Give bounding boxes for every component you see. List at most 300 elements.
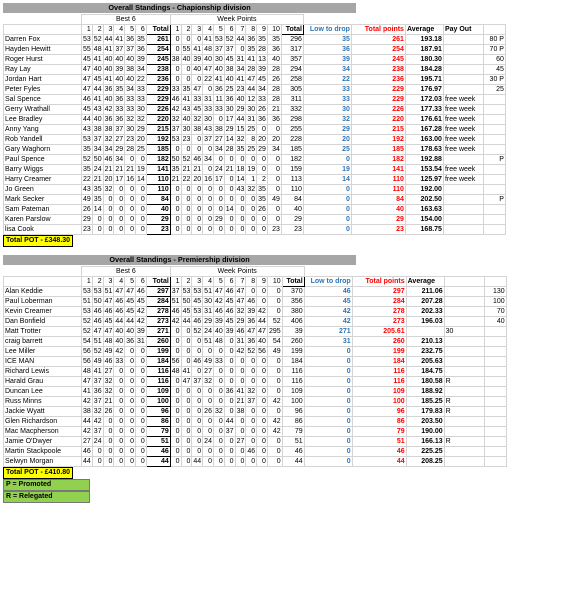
- cell: 0: [267, 367, 282, 377]
- cell: 33: [115, 358, 124, 365]
- cell: 36: [225, 388, 234, 395]
- cell: 19: [247, 166, 256, 173]
- cell: 39: [225, 328, 234, 335]
- cell: 33: [204, 106, 212, 113]
- week-total: 185: [281, 145, 303, 155]
- total-points: 109: [352, 387, 406, 397]
- cell: 39: [247, 308, 256, 315]
- cell: 1: [246, 175, 257, 185]
- total-points: 110: [351, 175, 405, 185]
- cell: 0: [235, 417, 246, 427]
- player-name: Jo Green: [4, 185, 82, 195]
- low-to-drop: 0: [304, 417, 352, 427]
- cell: 0: [213, 457, 224, 467]
- cell: 0: [235, 45, 246, 55]
- average: 196.03: [406, 317, 444, 327]
- pay-out: [484, 407, 506, 417]
- cell: 0: [170, 225, 181, 235]
- cell: 0: [192, 417, 203, 427]
- cell: 39: [214, 318, 223, 325]
- cell: 38: [236, 408, 245, 415]
- total-points: 182: [351, 155, 405, 165]
- cell: 16: [126, 176, 134, 183]
- cell: 41: [104, 46, 113, 53]
- cell: 0: [170, 457, 181, 467]
- cell: 0: [267, 175, 281, 185]
- cell: 18: [236, 166, 245, 173]
- cell: 36: [126, 338, 134, 345]
- pay-out: [483, 165, 505, 175]
- cell: 37: [204, 136, 212, 143]
- cell: 0: [267, 457, 282, 467]
- cell: 22: [204, 76, 212, 83]
- column-header: [4, 277, 82, 287]
- total-points: 297: [352, 287, 406, 297]
- cell: 40: [115, 328, 124, 335]
- cell: 34: [258, 86, 266, 93]
- cell: 0: [213, 447, 224, 457]
- week-total: 260: [282, 337, 304, 347]
- week-total: 44: [282, 457, 304, 467]
- cell: 36: [225, 96, 234, 103]
- cell: 35: [83, 166, 91, 173]
- low-to-drop: 0: [304, 367, 352, 377]
- cell: 0: [114, 215, 125, 225]
- cell: 53: [193, 288, 202, 295]
- cell: 45: [225, 318, 234, 325]
- cell: 42: [171, 106, 180, 113]
- total-points: 254: [351, 45, 405, 55]
- best6-group-header: Best 6: [82, 15, 171, 25]
- cell: 46: [93, 318, 102, 325]
- cell: 38: [104, 126, 113, 133]
- cell: 22: [182, 176, 191, 183]
- player-name: Gerry Wrathall: [4, 105, 82, 115]
- average: 178.63: [405, 145, 443, 155]
- note: [444, 367, 484, 377]
- cell: 14: [236, 176, 245, 183]
- cell: 46: [115, 298, 124, 305]
- cell: 37: [93, 136, 102, 143]
- cell: 0: [224, 185, 235, 195]
- cell: 26: [258, 206, 266, 213]
- cell: 42: [104, 106, 113, 113]
- cell: 31: [204, 308, 212, 315]
- cell: 46: [236, 328, 245, 335]
- average: 193.18: [405, 35, 443, 45]
- note: [444, 287, 484, 297]
- pay-out: [484, 377, 506, 387]
- cell: 0: [135, 347, 146, 357]
- cell: 45: [225, 56, 234, 63]
- cell: 29: [214, 216, 223, 223]
- cell: 25: [247, 126, 256, 133]
- cell: 40: [126, 76, 134, 83]
- cell: 30: [247, 106, 256, 113]
- cell: 0: [203, 195, 214, 205]
- cell: 0: [257, 287, 268, 297]
- pay-out: [484, 427, 506, 437]
- player-name: Lee Bradley: [4, 115, 82, 125]
- best6-total: 110: [146, 185, 170, 195]
- column-header: 6: [135, 25, 146, 35]
- cell: 34: [236, 66, 245, 73]
- cell: 0: [170, 387, 181, 397]
- cell: 0: [181, 437, 192, 447]
- average: 211.06: [406, 287, 444, 297]
- best6-total: 220: [146, 115, 170, 125]
- cell: 56: [83, 348, 91, 355]
- average: 163.63: [405, 205, 443, 215]
- cell: 0: [257, 447, 268, 457]
- total-points: 205.61: [352, 327, 406, 337]
- cell: 52: [267, 317, 282, 327]
- table-row: [4, 347, 507, 357]
- cell: 0: [181, 397, 192, 407]
- cell: 30: [214, 56, 223, 63]
- cell: 0: [103, 427, 114, 437]
- total-points: 236: [351, 75, 405, 85]
- cell: 0: [114, 417, 125, 427]
- cell: 27: [83, 438, 91, 445]
- cell: 34: [115, 156, 124, 163]
- cell: 47: [93, 328, 102, 335]
- cell: 41: [236, 76, 245, 83]
- column-header: Average: [405, 25, 443, 35]
- cell: 25: [225, 86, 234, 93]
- low-to-drop: 20: [303, 135, 351, 145]
- cell: 41: [182, 96, 191, 103]
- cell: 43: [83, 126, 91, 133]
- average: 202.33: [406, 307, 444, 317]
- note: [443, 185, 483, 195]
- cell: 33: [214, 358, 223, 365]
- column-header: 8: [246, 25, 257, 35]
- cell: 36: [93, 388, 102, 395]
- week-total: 228: [281, 135, 303, 145]
- column-header: 4: [114, 277, 125, 287]
- cell: 32: [171, 116, 180, 123]
- cell: 52: [193, 328, 202, 335]
- premiership-pot: Total POT - £410.80: [3, 467, 73, 479]
- player-name: Roger Hurst: [4, 55, 82, 65]
- cell: 0: [170, 205, 181, 215]
- cell: 37: [93, 398, 102, 405]
- week-total: 380: [282, 307, 304, 317]
- player-name: Jamie O'Dwyer: [4, 437, 82, 447]
- cell: 0: [246, 205, 257, 215]
- week-total: 39: [282, 327, 304, 337]
- cell: 0: [203, 215, 214, 225]
- cell: 51: [104, 288, 113, 295]
- player-name: Karen Parslow: [4, 215, 82, 225]
- pay-out: 45: [483, 65, 505, 75]
- cell: 0: [235, 447, 246, 457]
- cell: 0: [181, 347, 192, 357]
- cell: 26: [83, 206, 91, 213]
- average: 203.50: [406, 417, 444, 427]
- cell: 51: [83, 298, 91, 305]
- legend-relegated: R = Relegated: [3, 491, 90, 503]
- column-header: 3: [192, 25, 203, 35]
- cell: 0: [114, 407, 125, 417]
- cell: 48: [171, 368, 180, 375]
- cell: 47: [83, 378, 91, 385]
- cell: 32: [136, 116, 145, 123]
- cell: 0: [192, 195, 203, 205]
- cell: 28: [267, 85, 281, 95]
- total-points: 96: [352, 407, 406, 417]
- table-row: [4, 407, 507, 417]
- cell: 45: [225, 298, 234, 305]
- cell: 41: [93, 56, 102, 63]
- note: [444, 457, 484, 467]
- best6-total: 199: [146, 347, 170, 357]
- cell: 0: [246, 407, 257, 417]
- cell: 0: [213, 417, 224, 427]
- player-name: Barry Wiggs: [4, 165, 82, 175]
- best6-total: 245: [146, 55, 170, 65]
- cell: 32: [236, 308, 245, 315]
- cell: 32: [247, 388, 256, 395]
- spacer-cell: [303, 15, 505, 25]
- low-to-drop: 0: [303, 155, 351, 165]
- cell: 0: [267, 437, 282, 447]
- pay-out: [483, 135, 505, 145]
- cell: 0: [114, 437, 125, 447]
- best6-total: 284: [146, 297, 170, 307]
- cell: 0: [170, 377, 181, 387]
- cell: 13: [258, 56, 266, 63]
- average: 177.33: [405, 105, 443, 115]
- best6-total: 278: [146, 307, 170, 317]
- best6-total: 110: [146, 175, 170, 185]
- cell: 23: [267, 225, 281, 235]
- cell: 37: [115, 46, 124, 53]
- low-to-drop: 33: [303, 85, 351, 95]
- cell: 35: [182, 86, 191, 93]
- note: [443, 45, 483, 55]
- cell: 44: [83, 116, 91, 123]
- column-header: 6: [224, 25, 235, 35]
- cell: 47: [193, 86, 202, 93]
- note: [444, 317, 484, 327]
- best6-total: 86: [146, 417, 170, 427]
- cell: 0: [114, 185, 125, 195]
- cell: 27: [115, 136, 124, 143]
- column-header: 3: [103, 25, 114, 35]
- cell: 0: [135, 457, 146, 467]
- cell: 47: [126, 288, 134, 295]
- cell: 0: [235, 225, 246, 235]
- cell: 0: [224, 357, 235, 367]
- note: [443, 155, 483, 165]
- total-points: 245: [351, 55, 405, 65]
- cell: 42: [236, 348, 245, 355]
- cell: 46: [225, 288, 234, 295]
- cell: 37: [193, 378, 202, 385]
- column-header: 4: [203, 25, 214, 35]
- cell: 14: [136, 176, 145, 183]
- cell: 0: [192, 397, 203, 407]
- cell: 0: [135, 195, 146, 205]
- total-points: 116: [352, 377, 406, 387]
- cell: 46: [115, 308, 124, 315]
- cell: 0: [125, 397, 136, 407]
- cell: 22: [136, 76, 145, 83]
- cell: 37: [115, 126, 124, 133]
- cell: 47: [236, 298, 245, 305]
- cell: 26: [267, 75, 281, 85]
- cell: 32: [214, 408, 223, 415]
- player-name: craig barrett: [4, 337, 82, 347]
- cell: 21: [182, 166, 191, 173]
- cell: 41: [115, 36, 124, 43]
- cell: 52: [83, 156, 91, 163]
- cell: 35: [236, 146, 245, 153]
- cell: 33: [193, 96, 202, 103]
- low-to-drop: 46: [304, 287, 352, 297]
- championship-title: Overall Standings - Chapionship division: [3, 3, 356, 13]
- cell: 0: [92, 215, 103, 225]
- cell: 28: [267, 95, 281, 105]
- cell: 45: [258, 76, 266, 83]
- average: [406, 327, 444, 337]
- column-header: 3: [192, 277, 203, 287]
- table-row: [4, 165, 506, 175]
- note: [444, 427, 484, 437]
- cell: 0: [267, 287, 282, 297]
- cell: 37: [225, 428, 234, 435]
- low-to-drop: 19: [303, 165, 351, 175]
- cell: 0: [114, 225, 125, 235]
- cell: 0: [181, 427, 192, 437]
- low-to-drop: 42: [304, 307, 352, 317]
- cell: 30: [126, 126, 134, 133]
- cell: 0: [170, 65, 181, 75]
- cell: 52: [83, 318, 91, 325]
- player-name: Harald Grau: [4, 377, 82, 387]
- cell: 48: [204, 46, 212, 53]
- note: 30: [444, 327, 484, 337]
- low-to-drop: 0: [304, 427, 352, 437]
- cell: 45: [182, 308, 191, 315]
- average: 184.28: [405, 65, 443, 75]
- total-points: 51: [352, 437, 406, 447]
- cell: 0: [192, 337, 203, 347]
- column-header: 5: [213, 25, 224, 35]
- cell: 40: [258, 338, 266, 345]
- average: 205.63: [406, 357, 444, 367]
- best6-total: 23: [146, 225, 170, 235]
- cell: 49: [83, 196, 91, 203]
- table-row: [4, 175, 506, 185]
- week-total: 109: [282, 387, 304, 397]
- note: R: [444, 437, 484, 447]
- table-row: [4, 205, 506, 215]
- pay-out: [484, 367, 506, 377]
- cell: 28: [247, 66, 256, 73]
- cell: 44: [225, 418, 234, 425]
- cell: 0: [267, 447, 282, 457]
- column-header: 6: [224, 277, 235, 287]
- average: 210.13: [406, 337, 444, 347]
- cell: 22: [83, 176, 91, 183]
- cell: 52: [93, 348, 102, 355]
- best6-total: 192: [146, 135, 170, 145]
- cell: 53: [83, 308, 91, 315]
- cell: 55: [83, 46, 91, 53]
- cell: 31: [204, 96, 212, 103]
- cell: 0: [224, 397, 235, 407]
- cell: 20: [258, 136, 266, 143]
- best6-total: 40: [146, 205, 170, 215]
- cell: 49: [104, 348, 113, 355]
- cell: 8: [246, 135, 257, 145]
- cell: 0: [235, 367, 246, 377]
- total-points: 215: [351, 125, 405, 135]
- cell: 30: [182, 126, 191, 133]
- cell: 0: [192, 35, 203, 45]
- pay-out: [483, 215, 505, 225]
- cell: 42: [93, 418, 102, 425]
- cell: 41: [204, 36, 212, 43]
- cell: 24: [93, 438, 102, 445]
- column-header: 2: [181, 25, 192, 35]
- cell: 25: [247, 146, 256, 153]
- average: 184.75: [406, 367, 444, 377]
- table-row: [4, 55, 506, 65]
- player-name: Rob Yandell: [4, 135, 82, 145]
- cell: 48: [83, 368, 91, 375]
- pay-out: [484, 337, 506, 347]
- low-to-drop: 0: [304, 357, 352, 367]
- cell: 0: [170, 417, 181, 427]
- cell: 56: [83, 358, 91, 365]
- cell: 36: [115, 116, 124, 123]
- cell: 0: [246, 427, 257, 437]
- cell: 35: [115, 86, 124, 93]
- cell: 0: [92, 457, 103, 467]
- cell: 21: [236, 398, 245, 405]
- cell: 0: [192, 387, 203, 397]
- cell: 32: [236, 136, 245, 143]
- best6-total: 79: [146, 427, 170, 437]
- cell: 0: [125, 215, 136, 225]
- note: [444, 417, 484, 427]
- cell: 32: [126, 116, 134, 123]
- pay-out: [483, 205, 505, 215]
- week-total: 116: [282, 367, 304, 377]
- cell: 46: [83, 448, 91, 455]
- cell: 23: [182, 136, 191, 143]
- cell: 37: [225, 46, 234, 53]
- cell: 0: [192, 205, 203, 215]
- cell: 31: [247, 116, 256, 123]
- best6-total: 96: [146, 407, 170, 417]
- cell: 36: [126, 36, 134, 43]
- cell: 29: [236, 106, 245, 113]
- cell: 42: [83, 428, 91, 435]
- cell: 29: [236, 318, 245, 325]
- cell: 0: [135, 155, 146, 165]
- pay-out: [483, 185, 505, 195]
- cell: 0: [257, 377, 268, 387]
- cell: 35: [258, 196, 266, 203]
- column-header: [483, 25, 505, 35]
- cell: 44: [247, 86, 256, 93]
- pay-out: 60: [483, 55, 505, 65]
